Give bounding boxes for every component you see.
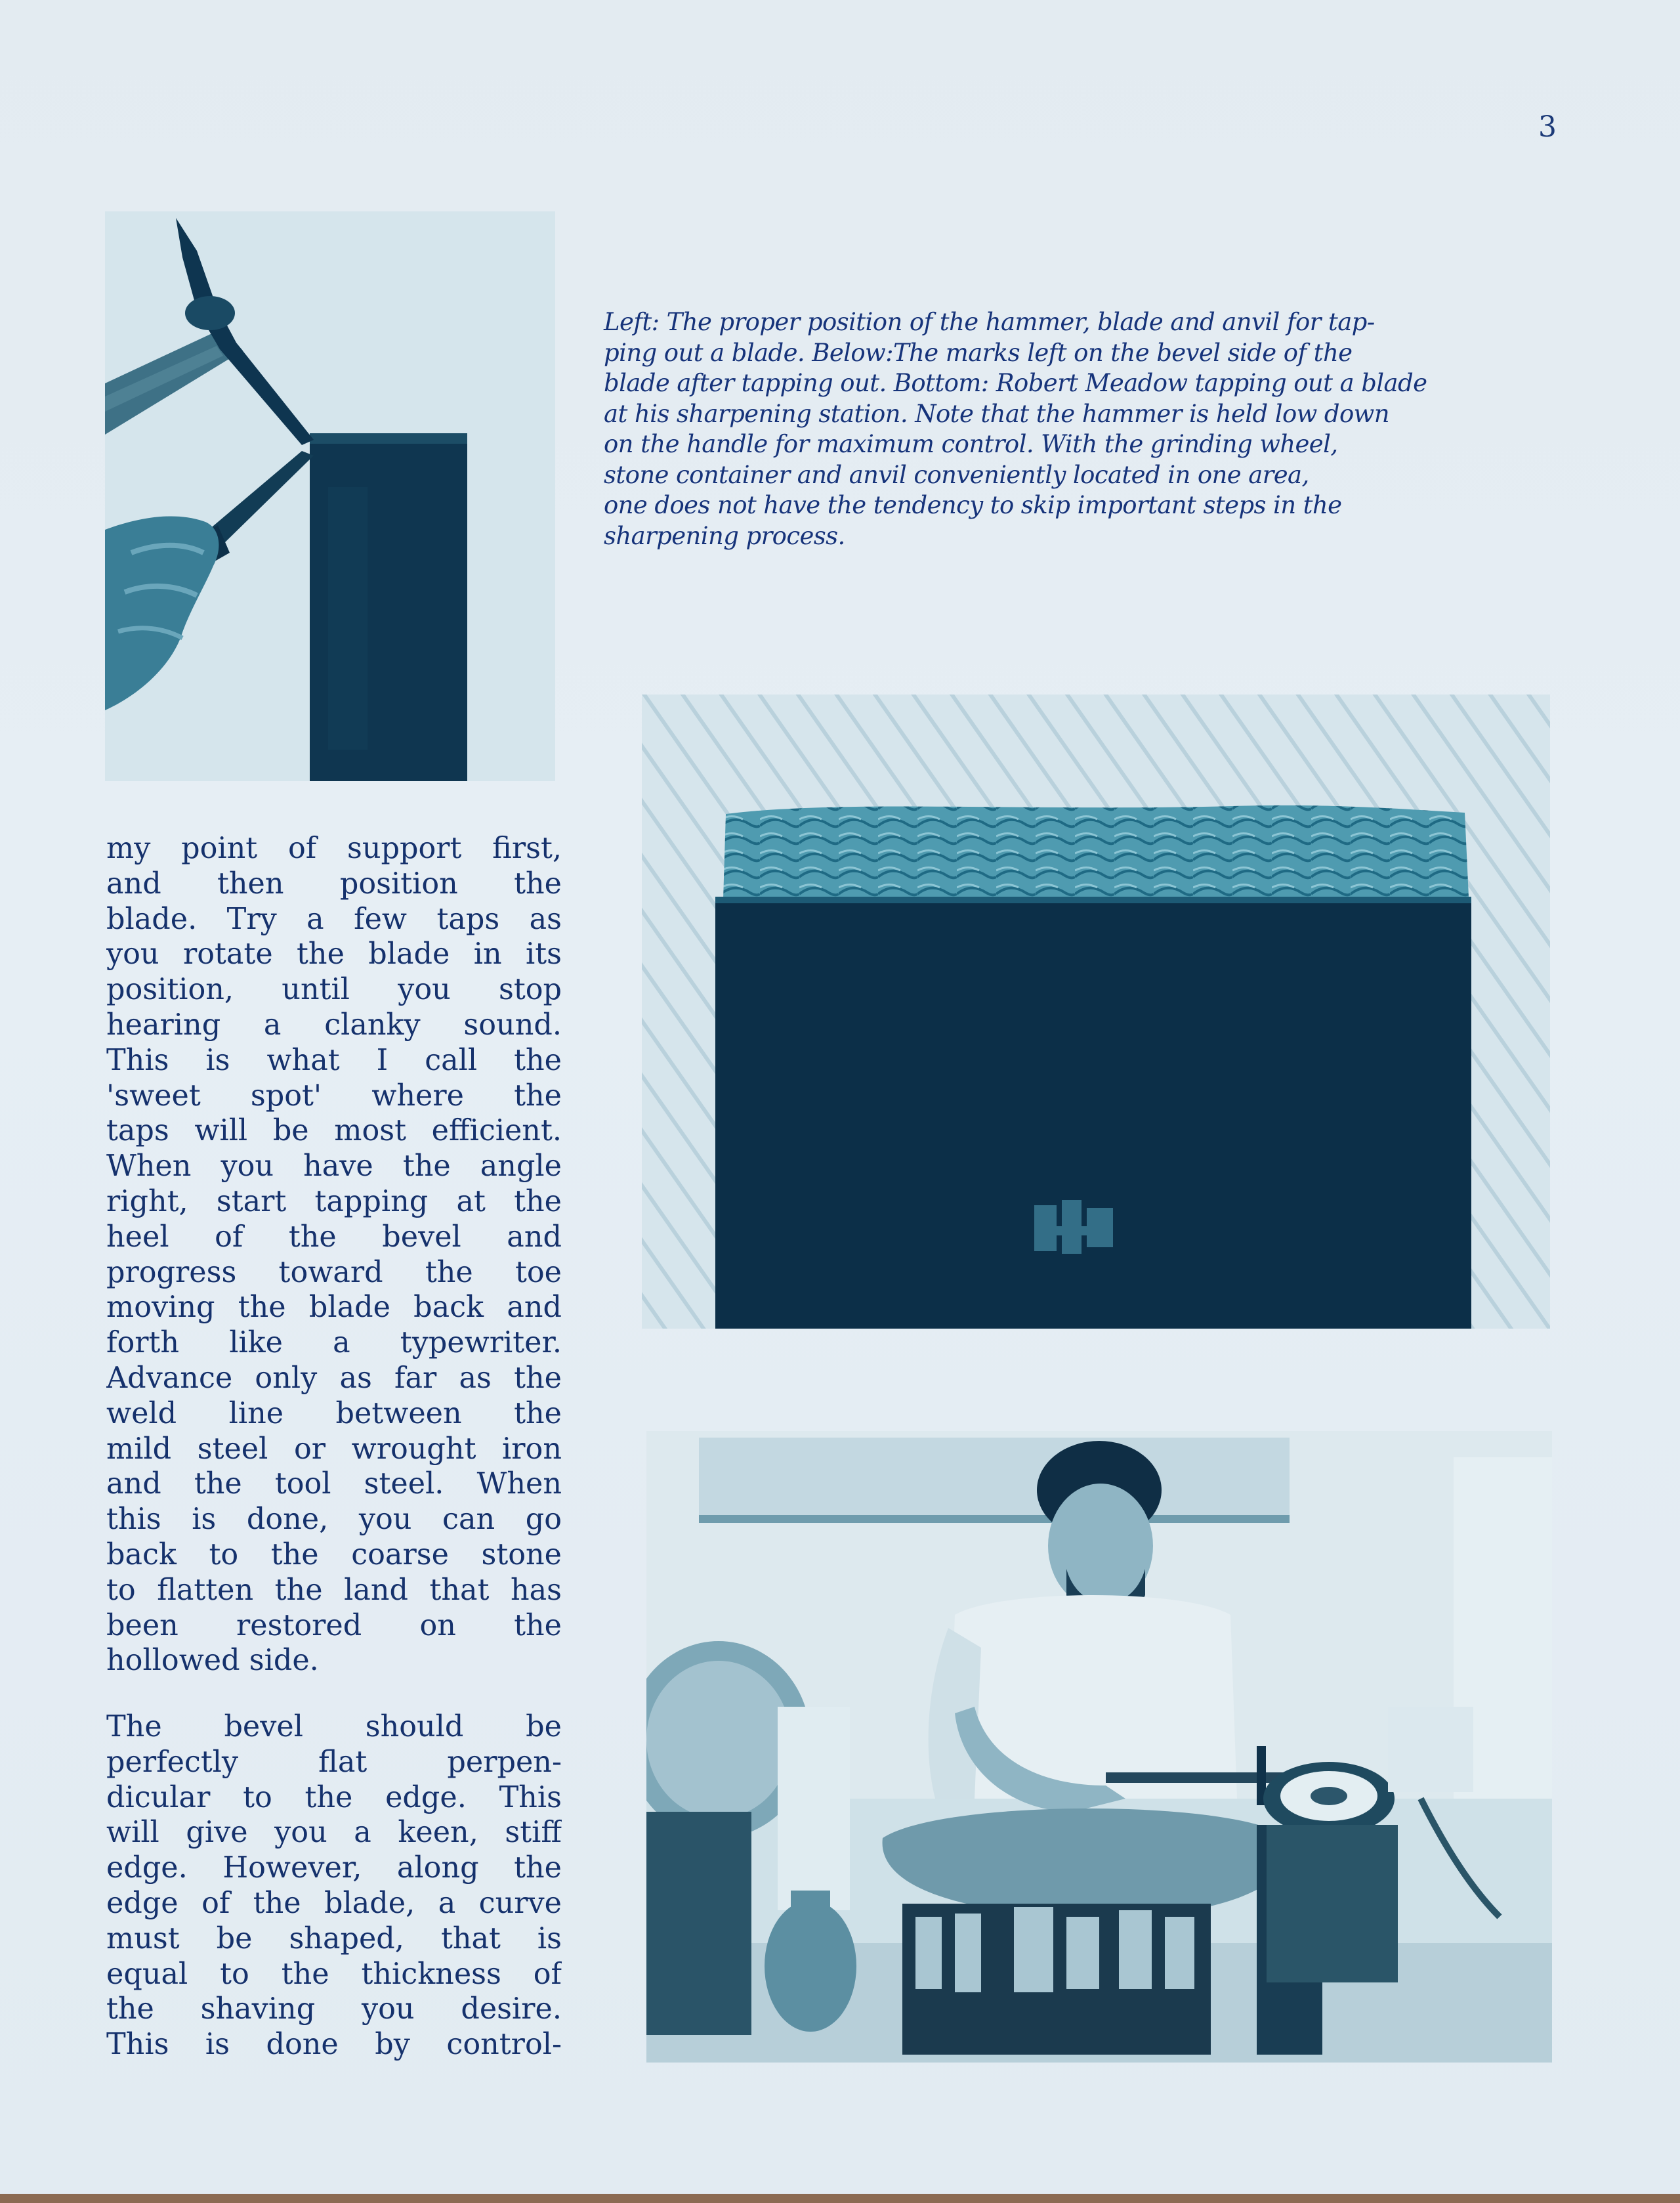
photo-hammer-blade-anvil xyxy=(105,211,555,781)
text-line: heel of the bevel and xyxy=(106,1220,562,1254)
text-line: dicular to the edge. This xyxy=(106,1780,562,1814)
photo-caption: Left: The proper position of the hammer, blade and anvil for tap- ping out a blade. Below:The marks left on the bevel side of the blade after tapping out. Bottom: Robert Meadow tapping out a blade at his sharpening station. Note that the hammer is held low down on the handle for maximum control. With the grinding wheel, stone container and anvil conveniently located in one area, one does not have the tendency to skip important steps in the sharpening process. xyxy=(604,308,1427,550)
text-line: to flatten the land that has xyxy=(106,1573,562,1607)
text-line: moving the blade back and xyxy=(106,1291,562,1325)
text-line: right, start tapping at the xyxy=(106,1184,562,1218)
body-paragraph-2 xyxy=(106,1709,562,2063)
page-number: 3 xyxy=(1538,110,1557,144)
text-line: back to the coarse stone xyxy=(106,1537,562,1572)
text-line: 'sweet spot' where the xyxy=(106,1079,562,1113)
text-line: the shaving you desire. xyxy=(106,1992,562,2026)
text-line: been restored on the xyxy=(106,1608,562,1642)
text-line: and then position the xyxy=(106,866,562,901)
photo-sharpening-station xyxy=(646,1431,1552,2063)
text-line: my point of support first, xyxy=(106,832,562,865)
text-line: edge. However, along the xyxy=(106,1851,562,1885)
text-line: The bevel should be xyxy=(106,1710,562,1743)
text-line: taps will be most efficient. xyxy=(106,1114,562,1148)
text-line: and the tool steel. When xyxy=(106,1467,562,1501)
photo-bevel-marks xyxy=(642,695,1550,1329)
text-line: progress toward the toe xyxy=(106,1255,562,1289)
text-line: position, until you stop xyxy=(106,973,562,1007)
text-line: This is what I call the xyxy=(106,1043,562,1077)
text-line: Advance only as far as the xyxy=(106,1361,562,1395)
text-line: blade. Try a few taps as xyxy=(106,902,562,936)
text-line: equal to the thickness of xyxy=(106,1957,562,1991)
text-line: When you have the angle xyxy=(106,1149,562,1184)
text-line: edge of the blade, a curve xyxy=(106,1886,562,1920)
text-line: perfectly flat perpen- xyxy=(106,1745,562,1779)
text-line: hollowed side. xyxy=(106,1644,319,1678)
page-bottom-edge xyxy=(0,2194,1680,2203)
text-line: weld line between the xyxy=(106,1396,562,1430)
body-paragraph-1 xyxy=(106,831,562,1679)
text-line: This is done by control- xyxy=(106,2028,562,2062)
text-line: forth like a typewriter. xyxy=(106,1326,562,1360)
text-line: you rotate the blade in its xyxy=(106,937,562,972)
text-line: hearing a clanky sound. xyxy=(106,1008,562,1042)
text-line: must be shaped, that is xyxy=(106,1921,562,1956)
text-line: this is done, you can go xyxy=(106,1503,562,1537)
text-line: mild steel or wrought iron xyxy=(106,1432,562,1466)
text-line: will give you a keen, stiff xyxy=(106,1816,562,1850)
